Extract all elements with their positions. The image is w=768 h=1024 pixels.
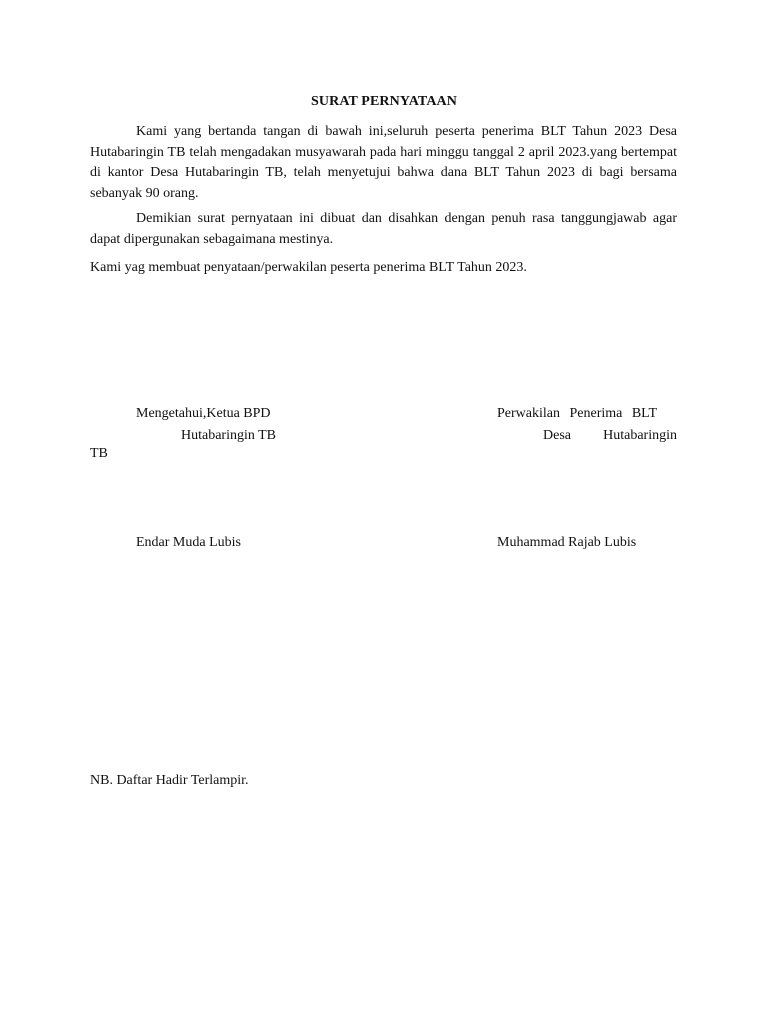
paragraph-closing: Demikian surat pernyataan ini dibuat dan disahkan dengan penuh rasa tanggungjawab agar dapat dipergunakan sebagaimana mestinya. xyxy=(90,211,677,247)
right-signature-village-word1: Desa xyxy=(543,428,571,443)
right-signature-role: Perwakilan Penerima BLT xyxy=(497,406,658,421)
paragraph-signatories: Kami yag membuat penyataan/perwakilan peserta penerima BLT Tahun 2023. xyxy=(90,260,527,275)
right-signatory-name: Muhammad Rajab Lubis xyxy=(497,535,637,550)
left-signature-role: Mengetahui,Ketua BPD xyxy=(136,406,271,421)
attachment-note: NB. Daftar Hadir Terlampir. xyxy=(90,773,249,788)
paragraph-statement: Kami yang bertanda tangan di bawah ini,seluruh peserta penerima BLT Tahun 2023 Desa Hutabaringin TB telah mengadakan musyawarah pada hari minggu tanggal 2 april 2023.yang bertempat di kantor Desa Hutabaringin TB, telah menyetujui bahwa dana BLT Tahun 2023 di bagi bersama sebanyak 90 orang. xyxy=(90,124,677,201)
left-signatory-name: Endar Muda Lubis xyxy=(136,535,241,550)
left-signature-village: Hutabaringin TB xyxy=(181,428,277,443)
signature-wrap-text: TB xyxy=(90,446,108,461)
right-signature-village-word2: Hutabaringin xyxy=(603,428,677,443)
document-title: SURAT PERNYATAAN xyxy=(311,94,457,109)
